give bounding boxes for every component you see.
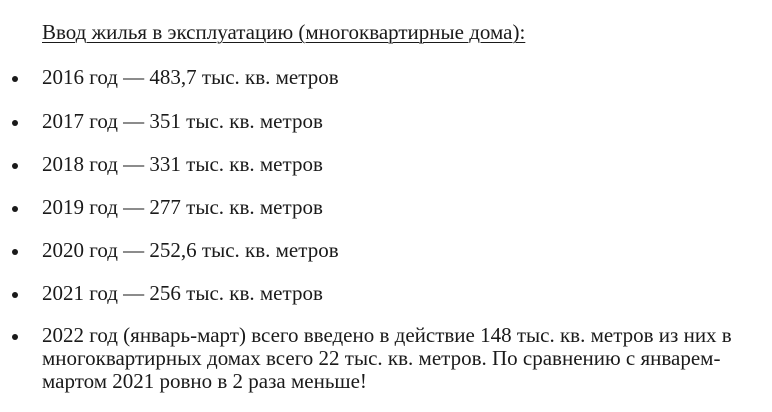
list-item-text: 2020 год — 252,6 тыс. кв. метров (42, 238, 339, 262)
bullet-icon (12, 249, 18, 255)
list-item-text: 2021 год — 256 тыс. кв. метров (42, 281, 323, 305)
bullet-icon (12, 334, 18, 340)
list-item-text: 2022 год (январь-март) всего введено в действие 148 тыс. кв. метров из них в многоквартирных домах всего 22 тыс. кв. метров. По сравнению с январем-мартом 2021 ровно в 2 раза меньше! (42, 323, 732, 393)
list-item-text: 2017 год — 351 тыс. кв. метров (42, 109, 323, 133)
list-item-text: 2019 год — 277 тыс. кв. метров (42, 195, 323, 219)
list-heading: Ввод жилья в эксплуатацию (многоквартирные дома): (42, 20, 526, 44)
bullet-icon (12, 206, 18, 212)
bullet-icon (12, 76, 18, 82)
bullet-icon (12, 292, 18, 298)
bullet-icon (12, 120, 18, 126)
bullet-icon (12, 163, 18, 169)
list-item-text: 2016 год — 483,7 тыс. кв. метров (42, 65, 339, 89)
list-item-text: 2018 год — 331 тыс. кв. метров (42, 152, 323, 176)
